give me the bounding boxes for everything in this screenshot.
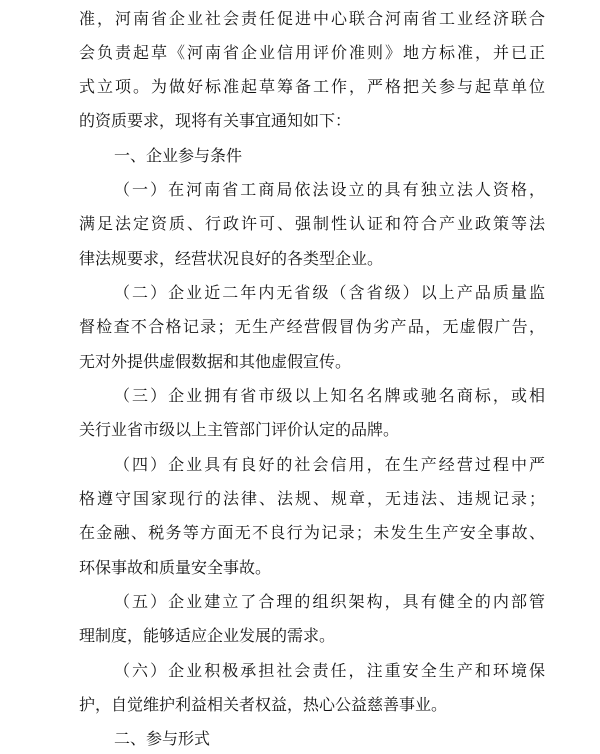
text-line: 满足法定资质、行政许可、强制性认证和符合产业政策等法 (79, 214, 545, 233)
text-line: （三）企业拥有省市级以上知名名牌或驰名商标，或相 (114, 386, 545, 405)
text-line: （四）企业具有良好的社会信用，在生产经营过程中严 (114, 455, 545, 474)
text-line: 环保事故和质量安全事故。 (79, 558, 272, 577)
section-heading: 一、企业参与条件 (114, 146, 243, 165)
text-line: 式立项。为做好标准起草筹备工作，严格把关参与起草单位 (79, 77, 545, 96)
text-line: 律法规要求，经营状况良好的各类型企业。 (79, 249, 384, 268)
text-line: 无对外提供虚假数据和其他虚假宣传。 (79, 352, 352, 371)
text-line: （五）企业建立了合理的组织架构，具有健全的内部管 (114, 592, 545, 611)
text-line: 格遵守国家现行的法律、法规、规章，无违法、违规记录； (79, 489, 545, 508)
text-line: 的资质要求，现将有关事宜通知如下： (79, 111, 352, 130)
text-line: （二）企业近二年内无省级（含省级）以上产品质量监 (114, 283, 545, 302)
text-line: 督检查不合格记录；无生产经营假冒伪劣产品，无虚假广告， (79, 317, 545, 336)
text-line: 准，河南省企业社会责任促进中心联合河南省工业经济联合 (79, 9, 545, 28)
text-line: 护，自觉维护利益相关者权益，热心公益慈善事业。 (79, 695, 448, 714)
text-line: （一）在河南省工商局依法设立的具有独立法人资格， (114, 180, 545, 199)
text-line: （六）企业积极承担社会责任，注重安全生产和环境保 (114, 661, 545, 680)
text-line: 关行业省市级以上主管部门评价认定的品牌。 (79, 420, 400, 439)
text-line: 在金融、税务等方面无不良行为记录；未发生生产安全事故、 (79, 523, 545, 542)
section-heading: 二、参与形式 (114, 729, 211, 748)
text-line: 会负责起草《河南省企业信用评价准则》地方标准，并已正 (79, 43, 545, 62)
text-line: 理制度，能够适应企业发展的需求。 (79, 626, 336, 645)
